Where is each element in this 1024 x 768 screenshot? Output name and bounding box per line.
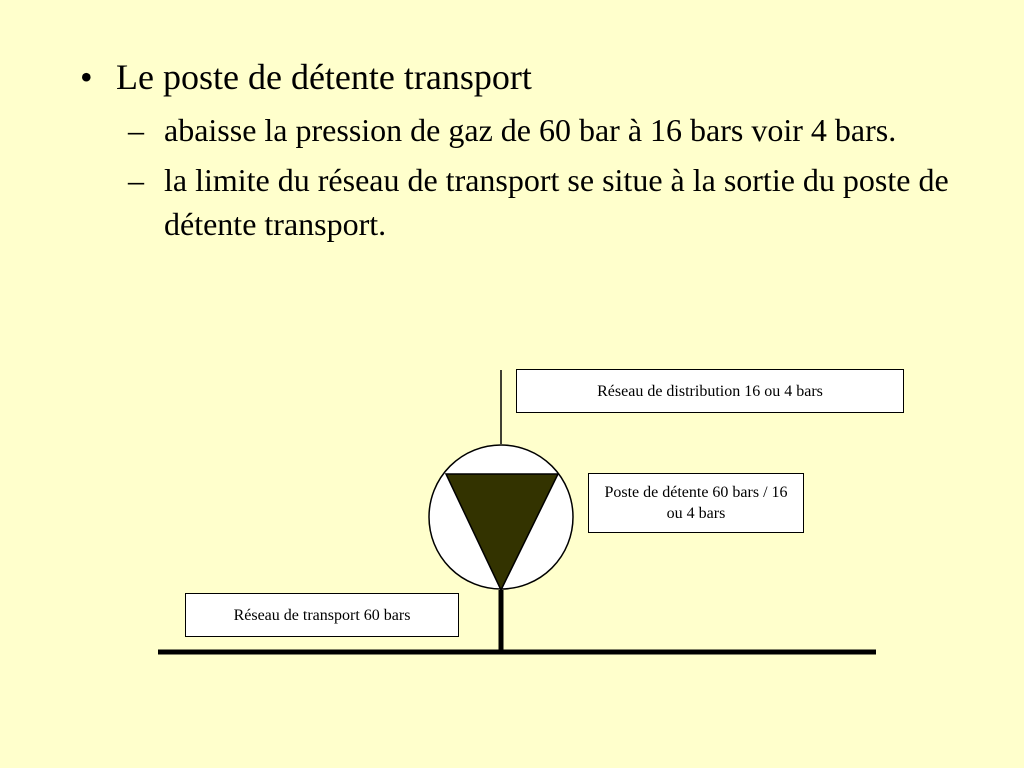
sub-bullet-limit-text: la limite du réseau de transport se situe à la sortie du poste de détente transport.	[164, 162, 949, 242]
distribution-network-label: Réseau de distribution 16 ou 4 bars	[516, 369, 904, 413]
sub-bullet-pressure-text: abaisse la pression de gaz de 60 bar à 16 bars voir 4 bars.	[164, 112, 897, 148]
dash-marker: –	[128, 162, 144, 198]
transport-network-label: Réseau de transport 60 bars	[185, 593, 459, 637]
station-label: Poste de détente 60 bars / 16 ou 4 bars	[588, 473, 804, 533]
bullet-main-text: Le poste de détente transport	[116, 57, 532, 97]
bullet-marker: •	[80, 57, 93, 97]
dash-marker: –	[128, 112, 144, 148]
